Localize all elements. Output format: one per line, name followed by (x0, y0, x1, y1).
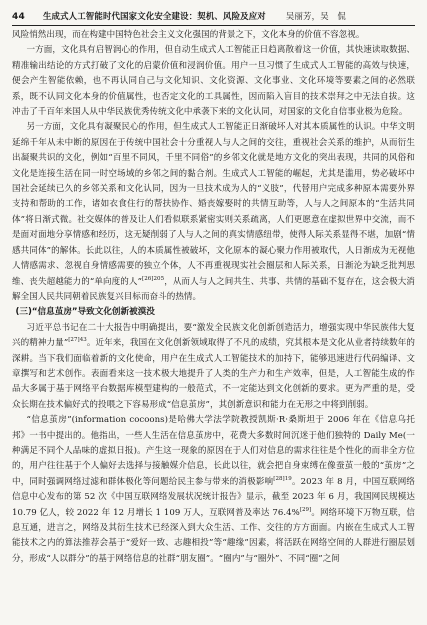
header-rule (12, 25, 415, 26)
paragraph-text: 。近年来，我国在文化创新领域取得了不凡的成绩，究其根本是文化从业者持续数年的深耕。当下我们面临着新的文化使命，用户在生成式人工智能技术的加持下，能够迅速进行代码编译、文章撰写和艺术创作。表面看来这一技术极大地提升了人类的生产力和生产效率，但是，人工智能生成的作品大多属于基于网络平台数据库模型建构的一般范式，不一定能达到文化创新的要求。更为严重的是，受众长期在技术偏好式的投喂之下容易形成“信息茧房”，其创新意识和能力在无形之中将到削弱。 (12, 338, 415, 410)
citation: [27]43 (68, 337, 87, 344)
citation: [28]19 (273, 475, 292, 482)
paragraph (12, 120, 415, 305)
paragraph-text: “信息茧房”(information cocoons)是哈佛大学法学院教授凯斯·R·桑斯坦于 2006 年在《信息乌托邦》一书中提出的。他指出，一些人生活在信息茧房中，花费大多数时间沉迷于他们独特的 Daily Me(一种满足不同个人品味的虚拟日报)。产生这一现象的原因在于人们对信息的需求往往是个性化的而非全方位的，用户往往基于个人偏好去选择与接触媒介信息，长此以往，就会把自身束缚在像蚕茧一般的“茧房”之中，同时强调网络过滤和群体极化等问题给民主参与带来的消极影响 (12, 415, 415, 487)
page-number: 44 (12, 12, 25, 22)
authors: 吴丽芳，吴 侃 (285, 11, 346, 21)
paragraph (12, 413, 415, 567)
journal-title: 生成式人工智能时代国家文化安全建设：契机、风险及应对 (42, 11, 266, 21)
citation: [29] (299, 506, 312, 513)
citation: [26]205 (142, 275, 165, 282)
paragraph-text: ，从而人与人之间共生、共事、共情的基础不复存在，这会极大消解全国人民共同朝着民族复兴目标而奋斗的热情。 (12, 276, 415, 302)
paragraph-text: 另一方面，文化具有凝聚民心的作用，但生成式人工智能正日渐破坏人对其本质属性的认识。中华文明延绵千年从未中断的原因在于传统中国社会十分重视人与人之间的交往，重视社会关系的维护，从而衍生出凝聚共识的文化，例如“百里不同风，千里不同俗”的乡邻文化就是地方文化的突出表现，共同的风俗和文化是连接生活在同一时空场域的乡邻之间的黏合剂。生成式人工智能的崛起，尤其是滥用，势必破坏中国社会延续已久的乡邻关系和文化认同，因为一旦技术成为人的“义肢”，代替用户完成多种原本需要外界支持和帮助的工作，诸如衣食住行的帮扶协作、婚丧嫁娶时的共情互助等，人与人之间原本的“生活共同体”将日渐式微。社交媒体的普及让人们看似联系紧密实则关系疏离，人们更愿意在虚拟世界中交流，而不是面对面地分享情感和经历，这无疑削弱了人与人之间的真实情感纽带，使得人际关系显得不堪，加剧“情感共同体”的解体。长此以往，人的本质属性被破坏，文化原本的凝心聚力作用被取代，人日渐成为无视他人情感需求、忽视自身情感需要的独立个体，人不再重视现实社会圈层和人际关系，日渐沦为缺乏批判思维、丧失超越能力的“单向度的人” (12, 122, 415, 287)
paragraph-text: 。2023 年 8 月，中国互联网络信息中心发布的第 52 次《中国互联网络发展状况统计报告》显示，截至 2023 年 6 月，我国网民规模达 10.79 亿人，较 2022 年 12 月增长 1 109 万人，互联网普及率达 76.4% (12, 476, 415, 518)
paragraph: 一方面，文化具有启智润心的作用，但自动生成式人工智能正日趋离散着这一价值，其快速读取数据、精准输出结论的方式打破了文化的启蒙价值和浸润价值。用户一旦习惯了生成式人工智能的高效与快速，便会产生智能依赖，也不再认同自己与文化知识、文化资源、文化事业、文化环境等要素之间的必然联系，既不认同文化本身的价值属性，也否定文化的工具属性，因而陷入盲目的技术崇拜之中无法自拔。这冲击了千百年来国人从中华民族优秀传统文化中承袭下来的文化认同，对国家的文化自信事业极为危险。 (12, 45, 415, 118)
section-heading: (三)“信息茧房”导致文化创新被漠没 (15, 307, 155, 318)
paragraph (12, 321, 415, 413)
article-body (12, 28, 415, 567)
running-header (12, 8, 415, 24)
paragraph-text: 习近平总书记在二十大报告中明确提出，要“激发全民族文化创新创造活力，增强实现中华民族伟大复兴的精神力量” (12, 322, 415, 349)
paragraph: 风险悄然出现，而在构建中国特色社会主义文化强国的背景之下，文化本身的价值不容忽视。 (12, 30, 365, 40)
paragraph-text: 。网络环境下万物互联，信息互通，进言之，网络及其衍生技术已经深入到大众生活、工作、交往的方方面面。内嵌在生成式人工智能技术之内的算法推荐会基于“爱好一致、志趣相投”等“趣缘”因素，将活跃在网络空间的人群进行圈层划分，形成“人以群分”的基于网络信息的社群“朋友圈”。“圈内”与“圈外”、不同“圈”之间 (12, 507, 415, 564)
